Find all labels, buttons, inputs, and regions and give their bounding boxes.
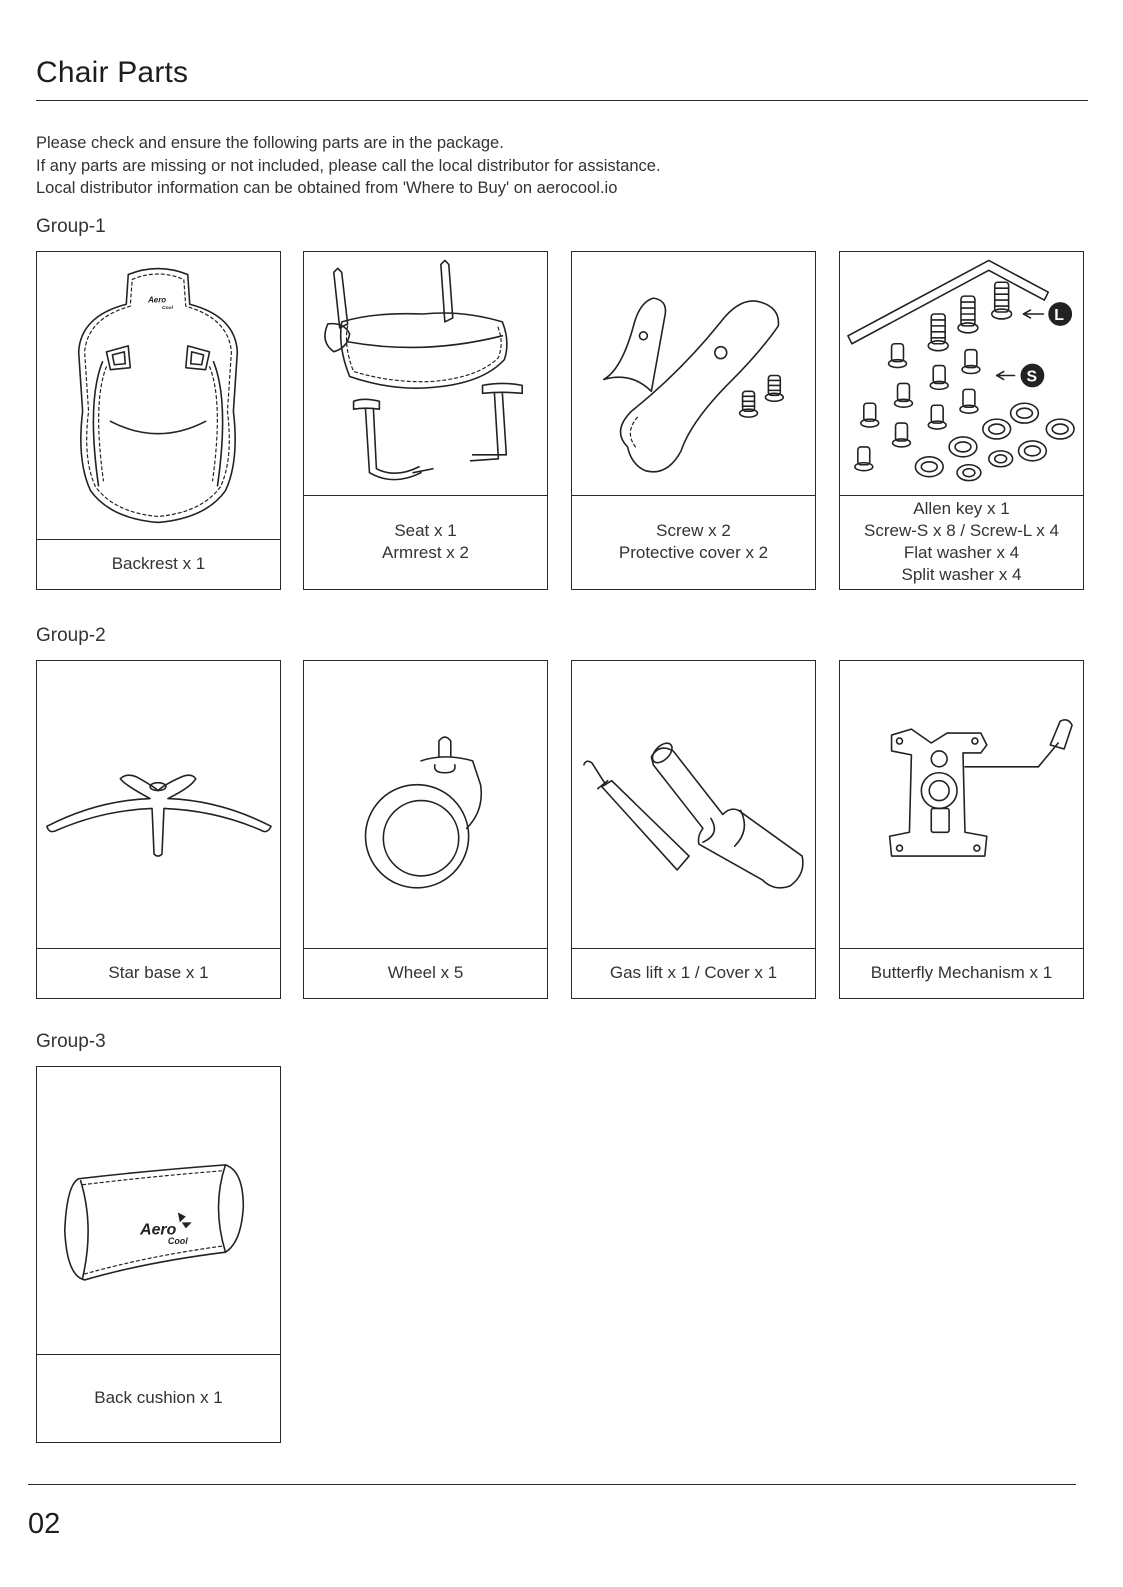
- caption-line: Protective cover x 2: [618, 543, 769, 562]
- part-card-star-base: [36, 660, 281, 999]
- footer-divider: [28, 1484, 1076, 1485]
- seat-armrest-icon: [304, 252, 547, 496]
- intro-line: Please check and ensure the following parts are in the package.: [36, 134, 504, 152]
- caption-line: Allen key x 1: [913, 499, 1010, 518]
- part-caption: [840, 948, 1083, 998]
- star-base-icon: [37, 661, 280, 949]
- backrest-icon: [37, 252, 280, 540]
- part-card-wheel: [303, 660, 548, 999]
- caption-line: Wheel x 5: [387, 963, 464, 982]
- group-1-label: Group-1: [36, 216, 106, 237]
- part-caption: [304, 948, 547, 998]
- caption-line: Armrest x 2: [382, 543, 469, 562]
- part-caption: [37, 948, 280, 998]
- part-caption: [572, 948, 815, 998]
- part-caption: [37, 1354, 280, 1442]
- part-card-hardware-kit: [839, 251, 1084, 590]
- part-card-protective-cover: [571, 251, 816, 590]
- gas-lift-icon: [572, 661, 815, 949]
- back-cushion-icon: [37, 1067, 280, 1355]
- hardware-kit-icon: [840, 252, 1083, 496]
- part-card-back-cushion: [36, 1066, 281, 1443]
- cushion-logo: Aero: [140, 1221, 177, 1239]
- svg-text:Cool: Cool: [161, 306, 173, 312]
- page-number: 02: [28, 1508, 61, 1540]
- caption-line: Screw-S x 8 / Screw-L x 4: [864, 521, 1059, 540]
- title-divider: [36, 100, 1088, 101]
- protective-cover-icon: [572, 252, 815, 496]
- group-2-label: Group-2: [36, 625, 106, 646]
- part-caption: [840, 495, 1083, 589]
- group-3-label: Group-3: [36, 1031, 106, 1052]
- part-caption: [572, 495, 815, 589]
- caption-line: Back cushion x 1: [94, 1388, 223, 1407]
- page-title: Chair Parts: [36, 56, 189, 89]
- intro-line: Local distributor information can be obtained from 'Where to Buy' on aerocool.io: [36, 179, 618, 197]
- intro-line: If any parts are missing or not included, please call the local distributor for assistance.: [36, 156, 661, 175]
- caption-line: Gas lift x 1 / Cover x 1: [609, 963, 778, 982]
- part-card-backrest: [36, 251, 281, 590]
- caption-line: Flat washer x 4: [903, 543, 1020, 562]
- intro-text: [36, 132, 661, 200]
- caption-line: Star base x 1: [108, 963, 209, 982]
- caption-line: Seat x 1: [394, 521, 457, 540]
- part-card-seat-armrest: [303, 251, 548, 590]
- svg-text:Aero: Aero: [148, 295, 167, 305]
- part-card-butterfly-mechanism: [839, 660, 1084, 999]
- caption-line: Butterfly Mechanism x 1: [870, 963, 1053, 982]
- wheel-icon: [304, 661, 547, 949]
- cushion-logo-sub: Cool: [167, 1236, 188, 1247]
- caption-line: Split washer x 4: [901, 565, 1022, 584]
- screw-short-marker: S: [1026, 368, 1038, 386]
- butterfly-mechanism-icon: [840, 661, 1083, 949]
- part-caption: [304, 495, 547, 589]
- caption-line: Backrest x 1: [111, 554, 206, 573]
- screw-long-marker: L: [1054, 306, 1064, 324]
- part-caption: [37, 539, 280, 589]
- caption-line: Screw x 2: [656, 521, 731, 540]
- part-card-gas-lift: [571, 660, 816, 999]
